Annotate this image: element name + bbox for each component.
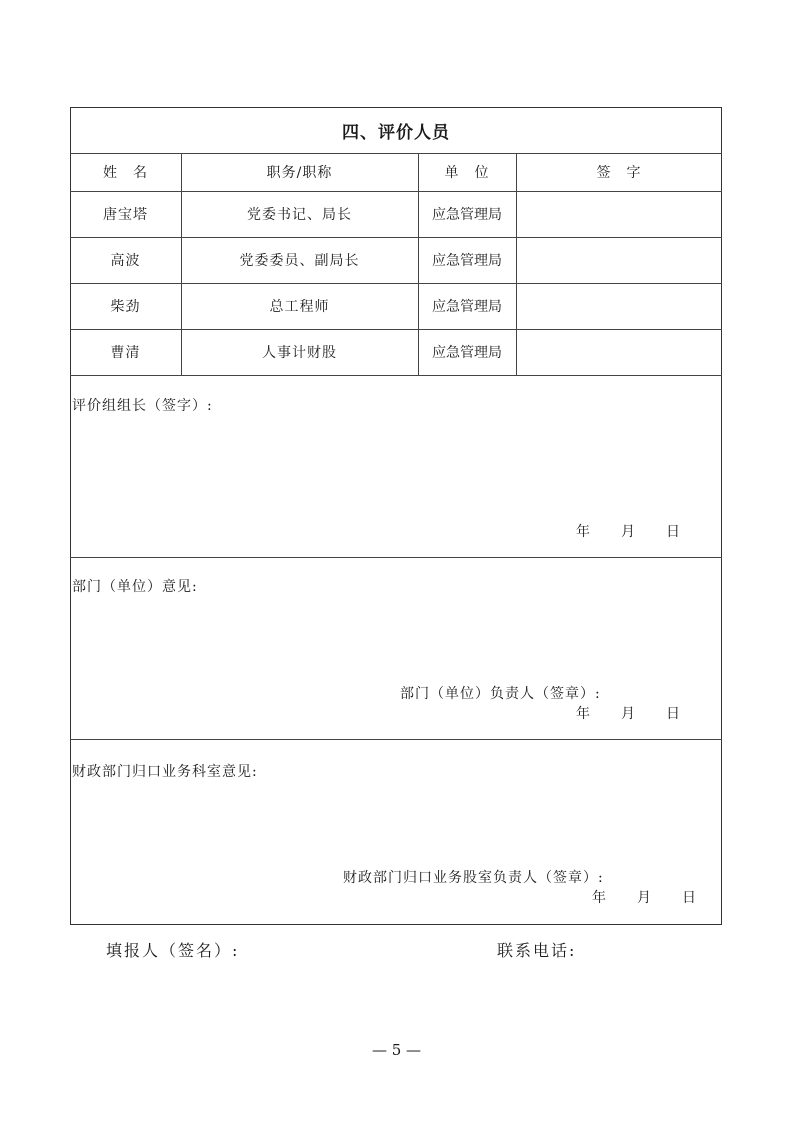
cell-unit: 应急管理局	[432, 253, 502, 269]
section-title: 四、评价人员	[342, 122, 450, 143]
finance-date: 年 月 日	[592, 890, 697, 906]
finance-opinion-label: 财政部门归口业务科室意见:	[72, 764, 258, 780]
cell-name: 柴劲	[110, 299, 141, 315]
cell-signature[interactable]	[516, 237, 722, 283]
cell-signature[interactable]	[516, 191, 722, 237]
cell-name: 唐宝塔	[103, 207, 148, 223]
department-signer-label: 部门（单位）负责人（签章）:	[400, 686, 601, 702]
cell-name: 曹清	[110, 345, 141, 361]
department-opinion-label: 部门（单位）意见:	[72, 579, 198, 595]
leader-signature-label: 评价组组长（签字）:	[72, 398, 213, 414]
header-signature: 签 字	[596, 165, 642, 181]
cell-title: 人事计财股	[262, 345, 337, 361]
cell-unit: 应急管理局	[432, 345, 502, 361]
cell-signature[interactable]	[516, 329, 722, 375]
divider	[70, 739, 722, 740]
divider	[70, 375, 722, 376]
contact-phone-label: 联系电话:	[497, 941, 577, 960]
finance-signer-label: 财政部门归口业务股室负责人（签章）:	[343, 870, 604, 886]
header-unit: 单 位	[444, 165, 490, 181]
cell-title: 党委委员、副局长	[239, 253, 360, 269]
filler-signature-label: 填报人（签名）:	[106, 941, 240, 960]
cell-title: 党委书记、局长	[247, 207, 352, 223]
cell-signature[interactable]	[516, 283, 722, 329]
cell-unit: 应急管理局	[432, 207, 502, 223]
cell-name: 高波	[110, 253, 141, 269]
header-name: 姓 名	[103, 165, 148, 181]
department-date: 年 月 日	[576, 706, 681, 722]
cell-title: 总工程师	[269, 299, 330, 315]
cell-unit: 应急管理局	[432, 299, 502, 315]
page-number: — 5 —	[371, 1041, 422, 1059]
header-title: 职务/职称	[266, 165, 333, 181]
divider	[70, 557, 722, 558]
leader-date: 年 月 日	[576, 524, 681, 540]
